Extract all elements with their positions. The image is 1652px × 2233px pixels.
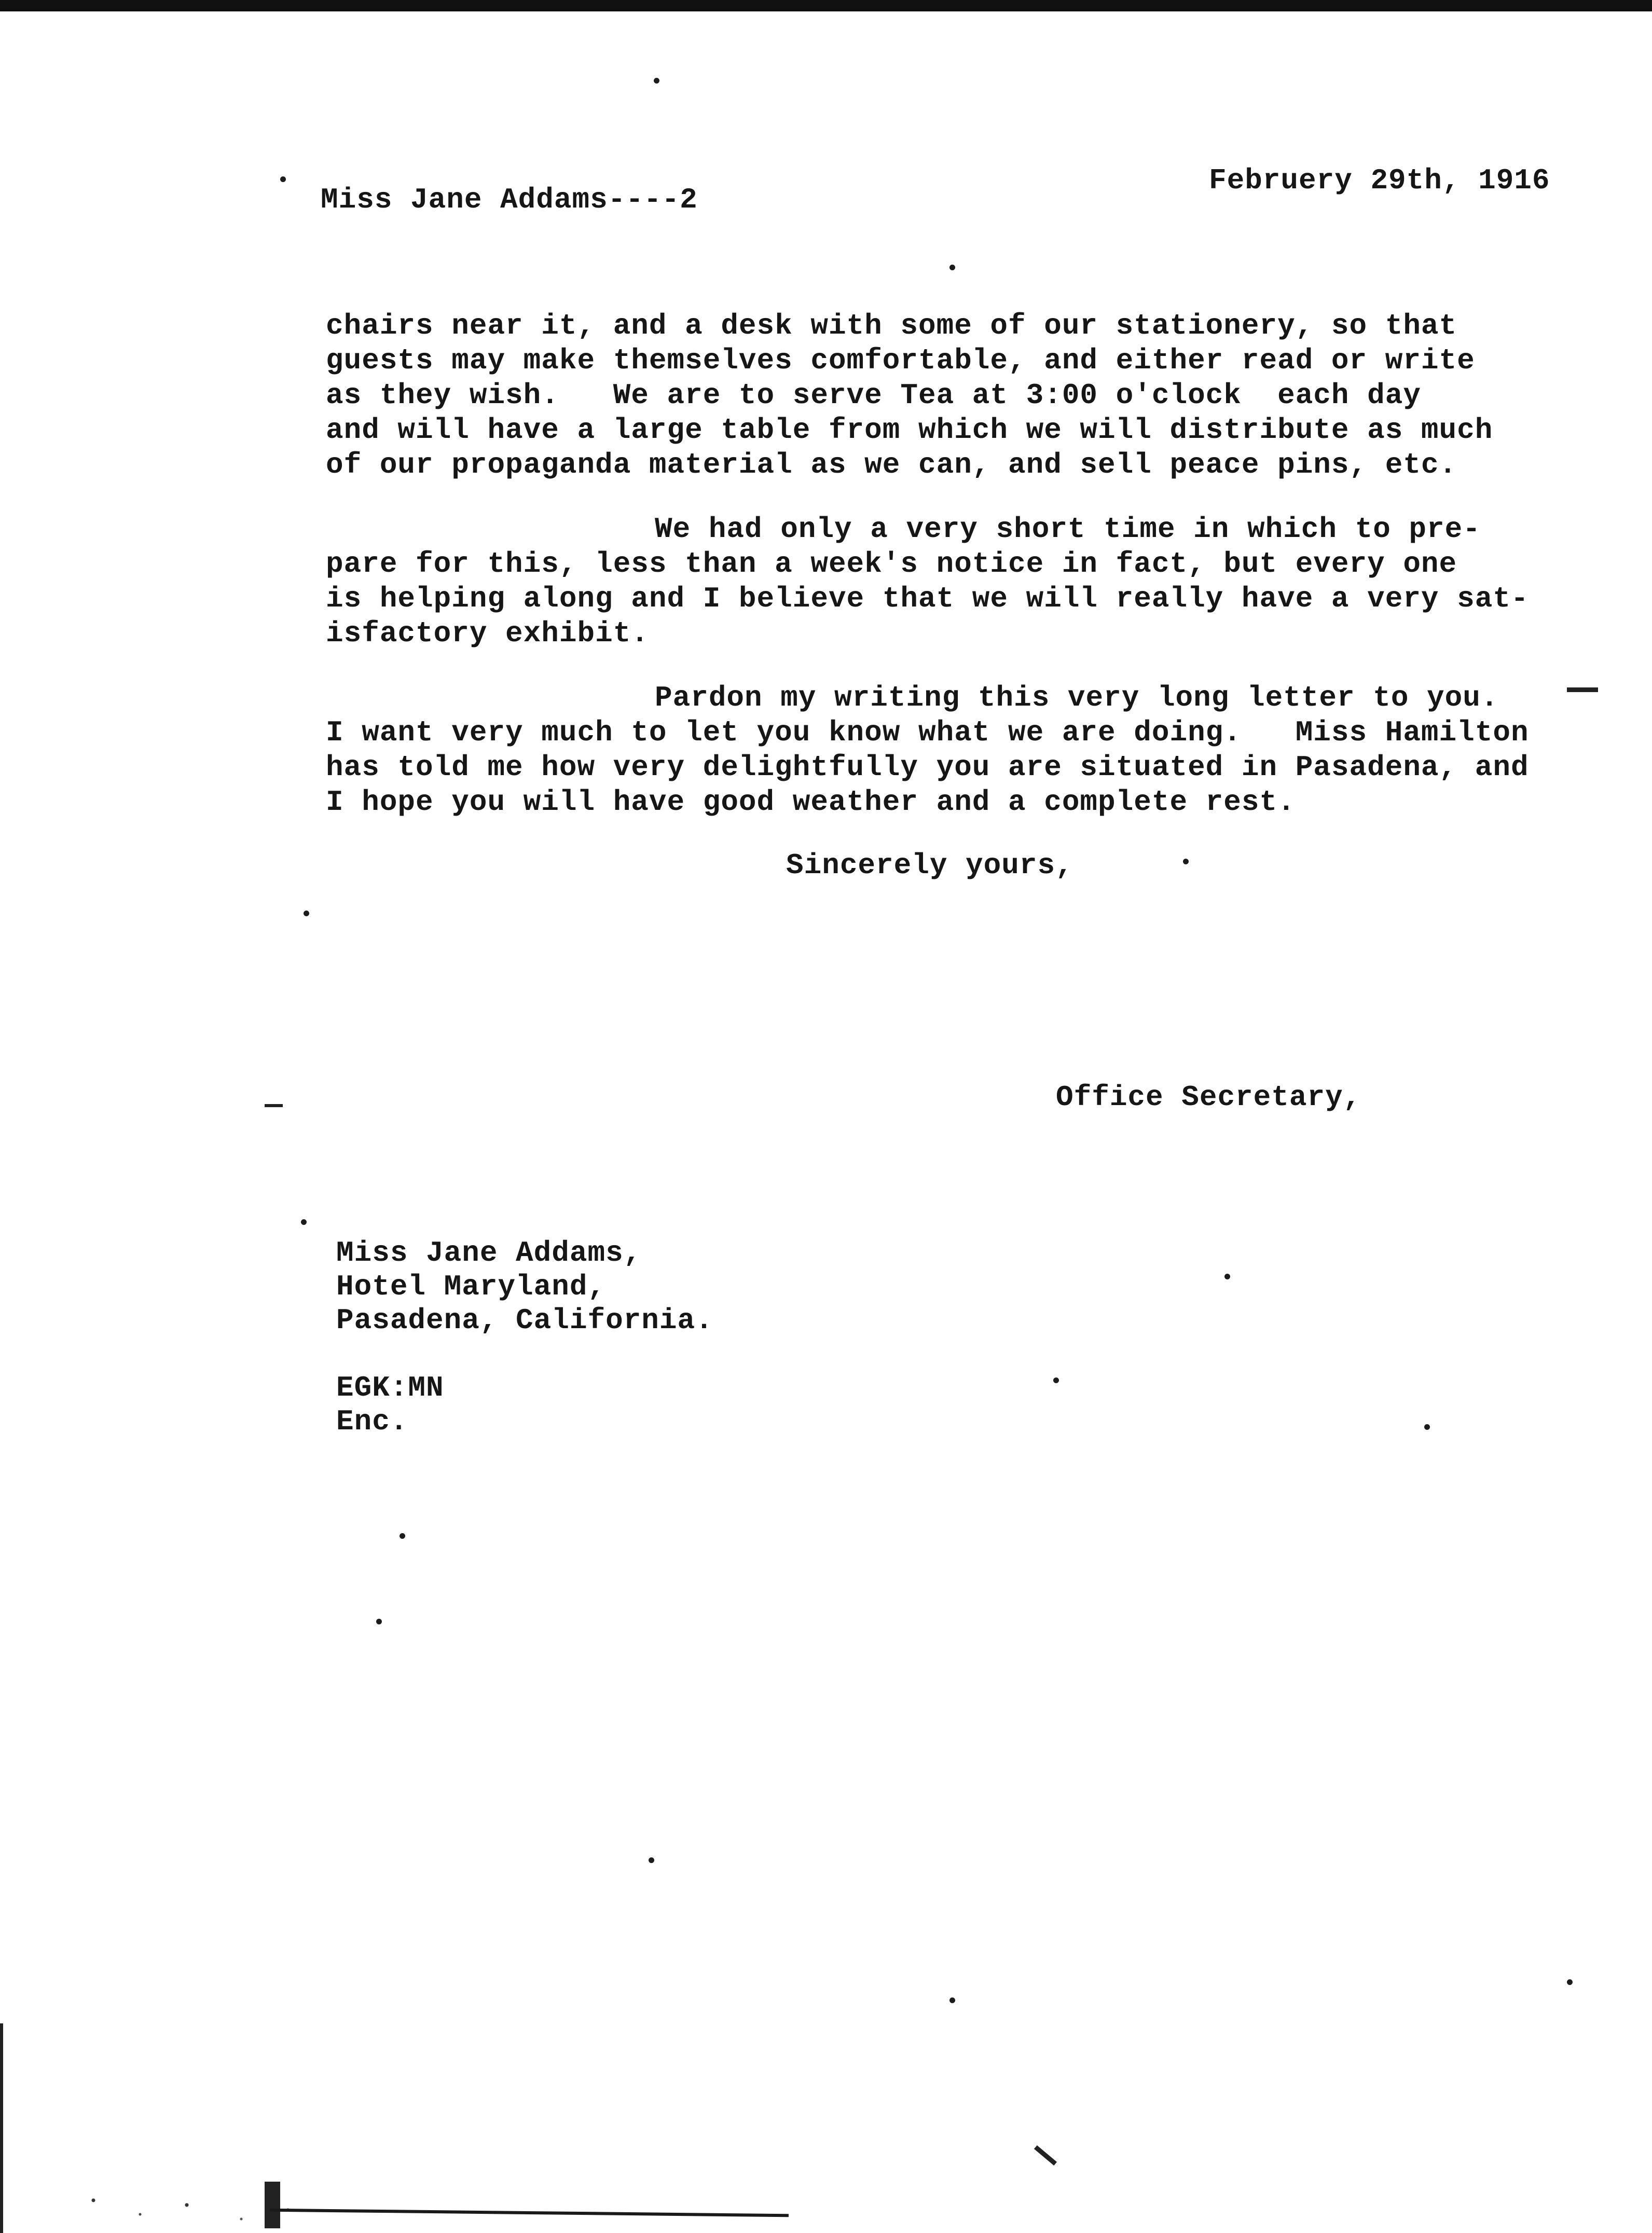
body-line-6: We had only a very short time in which to pre- <box>655 513 1481 546</box>
scan-speck <box>949 1997 955 2003</box>
body-line-7: pare for this, less than a week's notice in fact, but every one <box>326 547 1457 581</box>
body-line-12: has told me how very delightfully you are situated in Pasadena, and <box>326 751 1529 784</box>
header-recipient: Miss Jane Addams----2 <box>321 183 698 216</box>
header-date: Februery 29th, 1916 <box>1209 164 1550 197</box>
scan-bottom-noise <box>31 2182 809 2228</box>
scan-speck <box>1053 1377 1059 1383</box>
body-line-1: chairs near it, and a desk with some of our stationery, so that <box>326 309 1457 342</box>
scan-speck <box>649 1857 654 1863</box>
scan-speck <box>1183 859 1189 864</box>
scan-speck <box>304 911 309 916</box>
scan-mark <box>1034 2145 1057 2166</box>
scan-speck <box>654 78 659 84</box>
body-line-9: isfactory exhibit. <box>326 617 649 650</box>
closing: Sincerely yours, <box>786 849 1073 882</box>
body-line-5: of our propaganda material as we can, and sell peace pins, etc. <box>326 448 1457 481</box>
address-line-1: Miss Jane Addams, <box>336 1236 642 1270</box>
scan-speck <box>280 176 286 182</box>
scan-speck <box>301 1219 307 1225</box>
scan-left-edge <box>0 2023 3 2233</box>
scan-top-border <box>0 0 1652 11</box>
reference-initials: EGK:MN <box>336 1371 444 1404</box>
scan-speck <box>1424 1424 1430 1430</box>
body-line-10: Pardon my writing this very long letter to you. <box>655 681 1499 714</box>
address-line-2: Hotel Maryland, <box>336 1270 606 1303</box>
body-line-13: I hope you will have good weather and a complete rest. <box>326 785 1296 819</box>
address-line-3: Pasadena, California. <box>336 1304 713 1337</box>
scan-speck <box>949 265 955 270</box>
body-line-11: I want very much to let you know what we are doing. Miss Hamilton <box>326 716 1529 749</box>
body-line-2: guests may make themselves comfortable, and either read or write <box>326 344 1475 377</box>
body-line-4: and will have a large table from which we will distribute as much <box>326 413 1493 447</box>
scan-mark <box>265 1104 283 1107</box>
scan-speck <box>1224 1274 1230 1279</box>
scan-speck <box>1567 1979 1573 1985</box>
scan-mark <box>1567 687 1598 692</box>
scan-speck <box>400 1533 405 1539</box>
enclosure: Enc. <box>336 1405 408 1438</box>
body-line-8: is helping along and I believe that we will really have a very sat- <box>326 582 1529 615</box>
scan-speck <box>376 1619 382 1624</box>
body-line-3: as they wish. We are to serve Tea at 3:00 o'clock each day <box>326 379 1421 412</box>
signature-title: Office Secretary, <box>1056 1081 1361 1114</box>
